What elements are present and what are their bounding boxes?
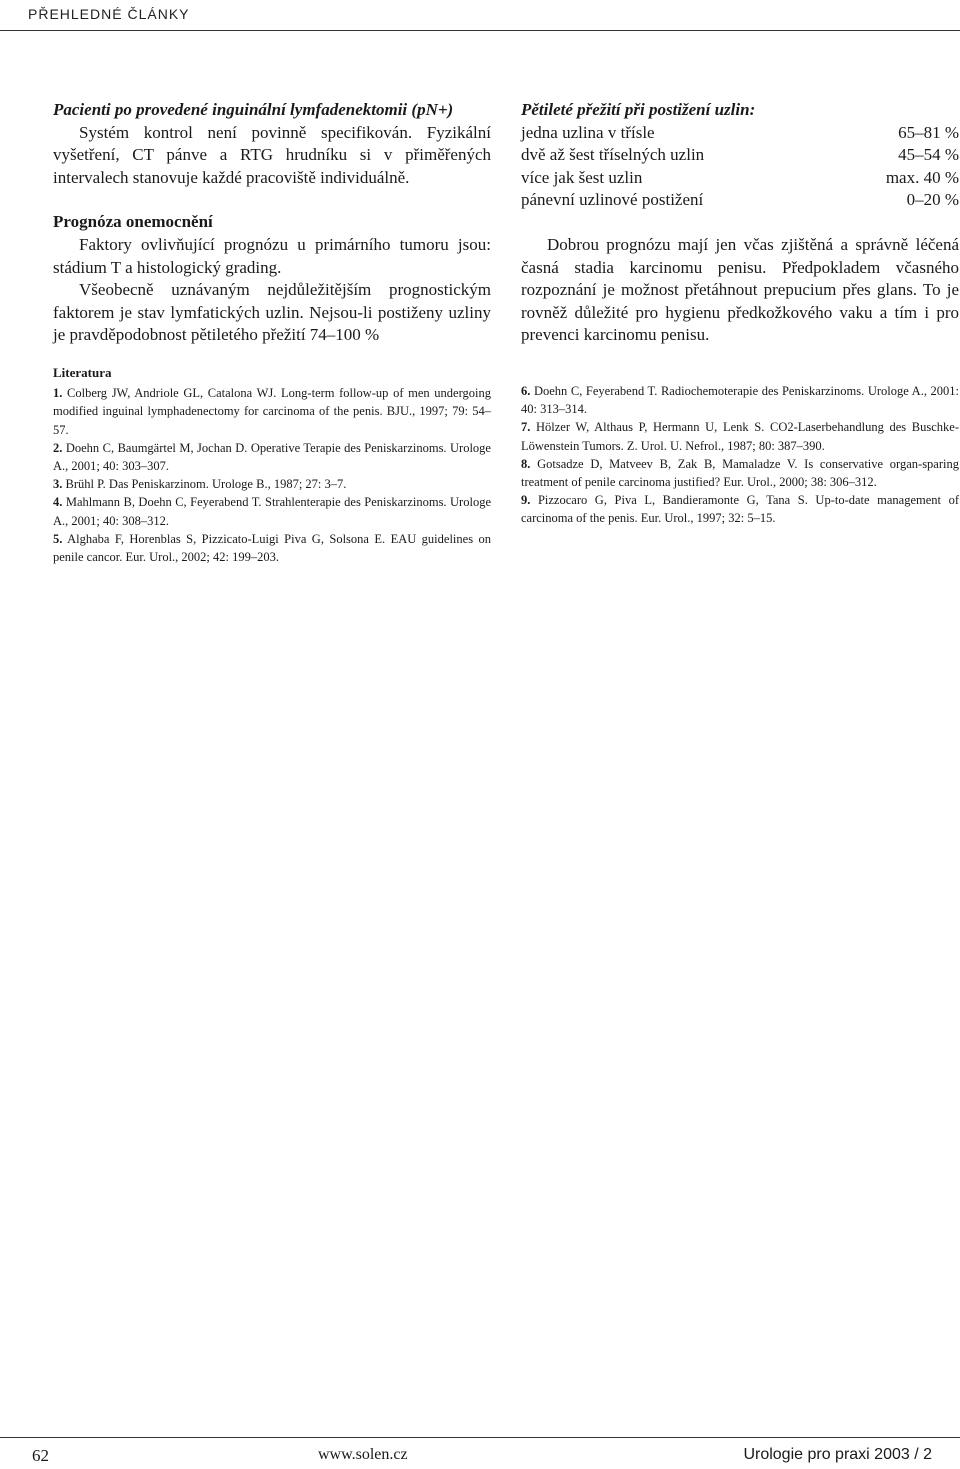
- survival-value: 0–20 %: [906, 190, 959, 210]
- references-left: [53, 364, 491, 566]
- reference-item: 4. Mahlmann B, Doehn C, Feyerabend T. Strahlenterapie des Peniskarzinoms. Urologe A., 2001; 40: 308–312.: [53, 495, 491, 528]
- footer-rule: [0, 1437, 960, 1438]
- left-column: [53, 99, 491, 347]
- reference-item: 7. Hölzer W, Althaus P, Hermann U, Lenk S. CO2-Laserbehandlung des Buschke-Löwenstein Tumors. Z. Urol. U. Nefrol., 1987; 80: 387–390.: [521, 420, 959, 453]
- paragraph-followup: Systém kontrol není povinně specifikován. Fyzikální vyšetření, CT pánve a RTG hrudníku si v přiměřených intervalech stanovuje každé pracoviště individuálně.: [53, 122, 491, 187]
- paragraph-prognosis-factors: Faktory ovlivňující prognózu u primárního tumoru jsou: stádium T a histologický grading.: [53, 234, 491, 277]
- paragraph-good-prognosis: Dobrou prognózu mají jen včas zjištěná a správně léčená časná stadia karcinomu penisu. Předpokladem včasného rozpoznání je možnost přetáhnout prepucium přes glans. To je rovněž důležité pro hygienu předkožkového vaku a tím i pro prevenci karcinomu penisu.: [521, 234, 959, 345]
- journal-issue: Urologie pro praxi 2003 / 2: [743, 1446, 932, 1463]
- heading-postop-patients: Pacienti po provedené inguinální lymfadenektomii (pN+): [53, 100, 454, 119]
- survival-value: 45–54 %: [898, 145, 959, 165]
- website-link[interactable]: www.solen.cz: [318, 1446, 408, 1463]
- reference-item: 5. Alghaba F, Horenblas S, Pizzicato-Luigi Piva G, Solsona E. EAU guidelines on penile cancor. Eur. Urol., 2002; 42: 199–203.: [53, 531, 491, 565]
- reference-item: 6. Doehn C, Feyerabend T. Radiochemoterapie des Peniskarzinoms. Urologe A., 2001: 40: 313–314.: [521, 384, 959, 417]
- heading-prognosis: Prognóza onemocnění: [53, 212, 213, 232]
- survival-row: [521, 189, 959, 212]
- survival-value: 65–81 %: [898, 122, 959, 142]
- reference-item: 9. Pizzocaro G, Piva L, Bandieramonte G, Tana S. Up-to-date management of carcinoma of the penis. Eur. Urol., 1997; 32: 5–15.: [521, 493, 959, 526]
- page-number: 62: [32, 1446, 49, 1465]
- reference-item: 1. Colberg JW, Andriole GL, Catalona WJ. Long-term follow-up of men undergoing modified inguinal lymphadenectomy for carcinoma of the penis. BJU., 1997; 79: 54–57.: [53, 386, 491, 437]
- references-right: [521, 382, 959, 528]
- reference-item: 2. Doehn C, Baumgärtel M, Jochan D. Operative Terapie des Peniskarzinoms. Urologe A., 2001; 40: 303–307.: [53, 440, 491, 474]
- survival-label: více jak šest uzlin: [521, 167, 643, 187]
- survival-row: [521, 144, 959, 167]
- heading-five-year-survival: Pětileté přežití při postižení uzlin:: [521, 100, 756, 119]
- right-column: [521, 99, 959, 347]
- reference-item: 8. Gotsadze D, Matveev B, Zak B, Mamaladze V. Is conservative organ-sparing treatment of penile carcinoma justified? Eur. Urol., 2000; 38: 306–312.: [521, 456, 959, 490]
- survival-row: [521, 122, 959, 145]
- section-label: PŘEHLEDNÉ ČLÁNKY: [28, 6, 190, 22]
- paragraph-lymph-status: Všeobecně uznávaným nejdůležitějším prognostickým faktorem je stav lymfatických uzlin. Nejsou-li postiženy uzliny je pravděpodobnost pětiletého přežití 74–100 %: [53, 280, 491, 345]
- survival-value: max. 40 %: [885, 167, 959, 187]
- survival-label: dvě až šest tříselných uzlin: [521, 145, 705, 165]
- survival-label: pánevní uzlinové postižení: [521, 190, 704, 210]
- references-title: Literatura: [53, 365, 112, 380]
- survival-table: [521, 122, 959, 212]
- survival-label: jedna uzlina v třísle: [521, 122, 655, 142]
- reference-item: 3. Brühl P. Das Peniskarzinom. Urologe B., 1987; 27: 3–7.: [53, 477, 347, 492]
- survival-row: [521, 167, 959, 190]
